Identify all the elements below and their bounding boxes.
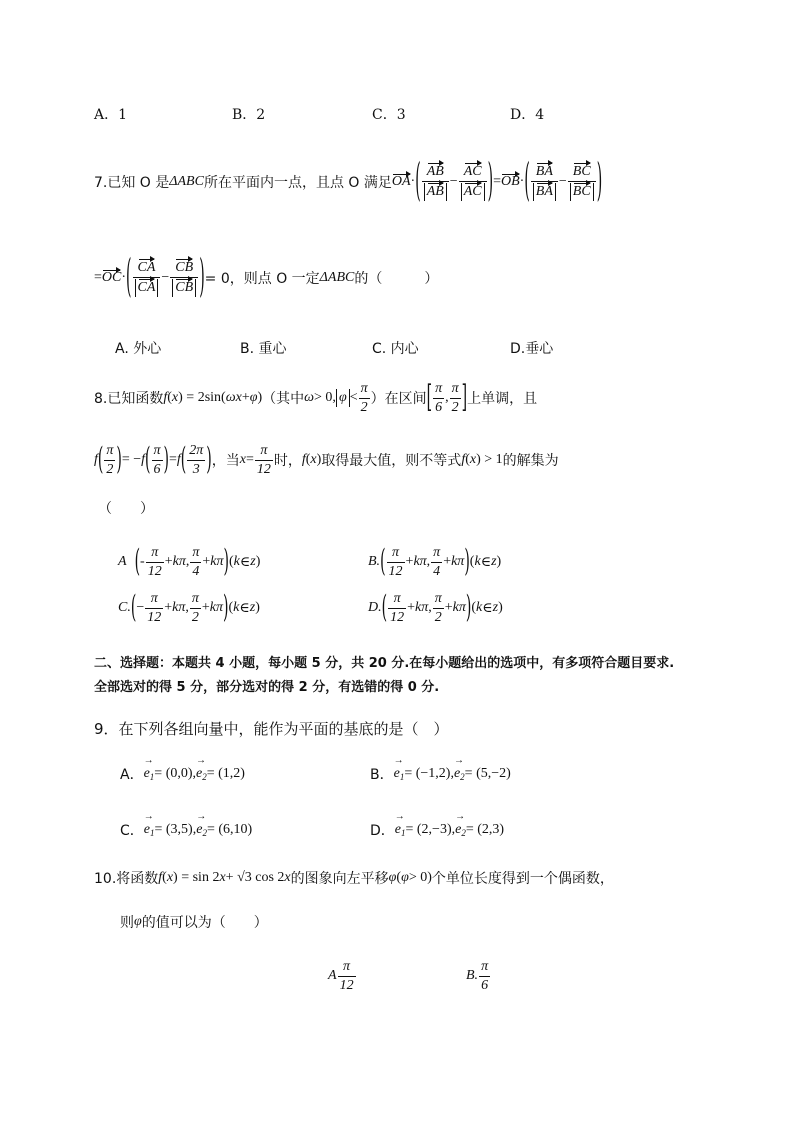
q7-option-b: B. 重心 [240,341,287,357]
q9-option-d: D． → $e_1$ = (2,−3), → $e_2$ = (2,3) [370,820,504,840]
q9-option-c: C． → $e_1$ = (3,5), → $e_2$ = (6,10) [120,820,252,840]
q8-option-d: D. ( $\frac{\pi}{12}$ + kπ , $\frac{\pi}{2}$ + kπ ) ( k ∈ z ) [368,590,503,626]
q8-answer-paren: （ ） [98,501,154,517]
q9-stem: 9．在下列各组向量中，能作为平面的基底的是（ ） [94,720,449,738]
q8-option-a: A ( - $\frac{\pi}{12}$ + kπ , $\frac{\pi}{4}$ + kπ ) ( k ∈ z ) [118,544,261,580]
q6-option-c: C．3 [372,107,406,123]
q8-stem-line1: 8.已知函数 f ( x ) = 2sin( ωx + φ ) （其中 ω > 0, φ < $\frac{\pi}{2}$ ）在区间 [ $\frac{\pi}{6}$ , $\frac{\pi}{2}$ ] 上单调，且 [94,380,538,416]
q8-option-c: C. ( − $\frac{\pi}{12}$ + kπ , $\frac{\pi}{2}$ + kπ ) ( k ∈ z ) [118,590,260,626]
q9-option-b: B． → $e_1$ = (−1,2), → $e_2$ = (5,−2) [370,764,511,784]
q8-stem-line2: f ( $\frac{\pi}{2}$ ) = − f ( $\frac{\pi}{6}$ ) = f ( $\frac{2\pi}{3}$ ) ，当 x = $\frac{\pi}{12}$ 时， f ( x ) 取得最大值，则不等式 f ( x ) > 1 的解集为 [94,442,559,478]
q7-option-d: D.垂心 [510,341,554,357]
q9-option-a: A． → $e_1$ = (0,0), → $e_2$ = (1,2) [120,764,245,784]
q8-option-b: B. ( $\frac{\pi}{12}$ + kπ , $\frac{\pi}{4}$ + kπ ) ( k ∈ z ) [368,544,502,580]
q7-option-c: C. 内心 [372,341,419,357]
q10-option-b: B. $\frac{\pi}{6}$ [466,958,489,993]
q6-option-d: D．4 [510,107,545,123]
q7-option-a: A. 外心 [115,341,162,357]
q6-option-b: B．2 [232,107,266,123]
q7-stem-line2: = OC · ( $\frac{CA}{CA}$ − $\frac{CB}{CB}$ ) = 0，则点 O 一定 ΔABC 的（ ） [94,252,439,304]
section2-heading-line1: 二、选择题：本题共 4 小题，每小题 5 分，共 20 分.在每小题给出的选项中，有多项符合题目要求. [94,656,675,671]
q7-stem-line1: 7.已知 O 是 ΔABC 所在平面内一点，且点 O 满足 OA · ( $\frac{AB}{AB}$ − $\frac{AC}{AC}$ ) = OB · ( $\frac{BA}{BA}$ − $\frac{BC}{BC}$ ) [94,156,603,208]
q6-option-a: A．1 [94,107,128,123]
q10-option-a: A $\frac{\pi}{12}$ [328,958,354,993]
q10-stem-line2: 则 φ 的值可以为（ ） [120,914,268,931]
q10-stem-line1: 10.将函数 f ( x ) = sin 2 x + √3 cos 2 x 的图象向左平移 φ ( φ > 0) 个单位长度得到一个偶函数， [94,870,614,887]
section2-heading-line2: 全部选对的得 5 分，部分选对的得 2 分，有选错的得 0 分. [94,680,440,695]
